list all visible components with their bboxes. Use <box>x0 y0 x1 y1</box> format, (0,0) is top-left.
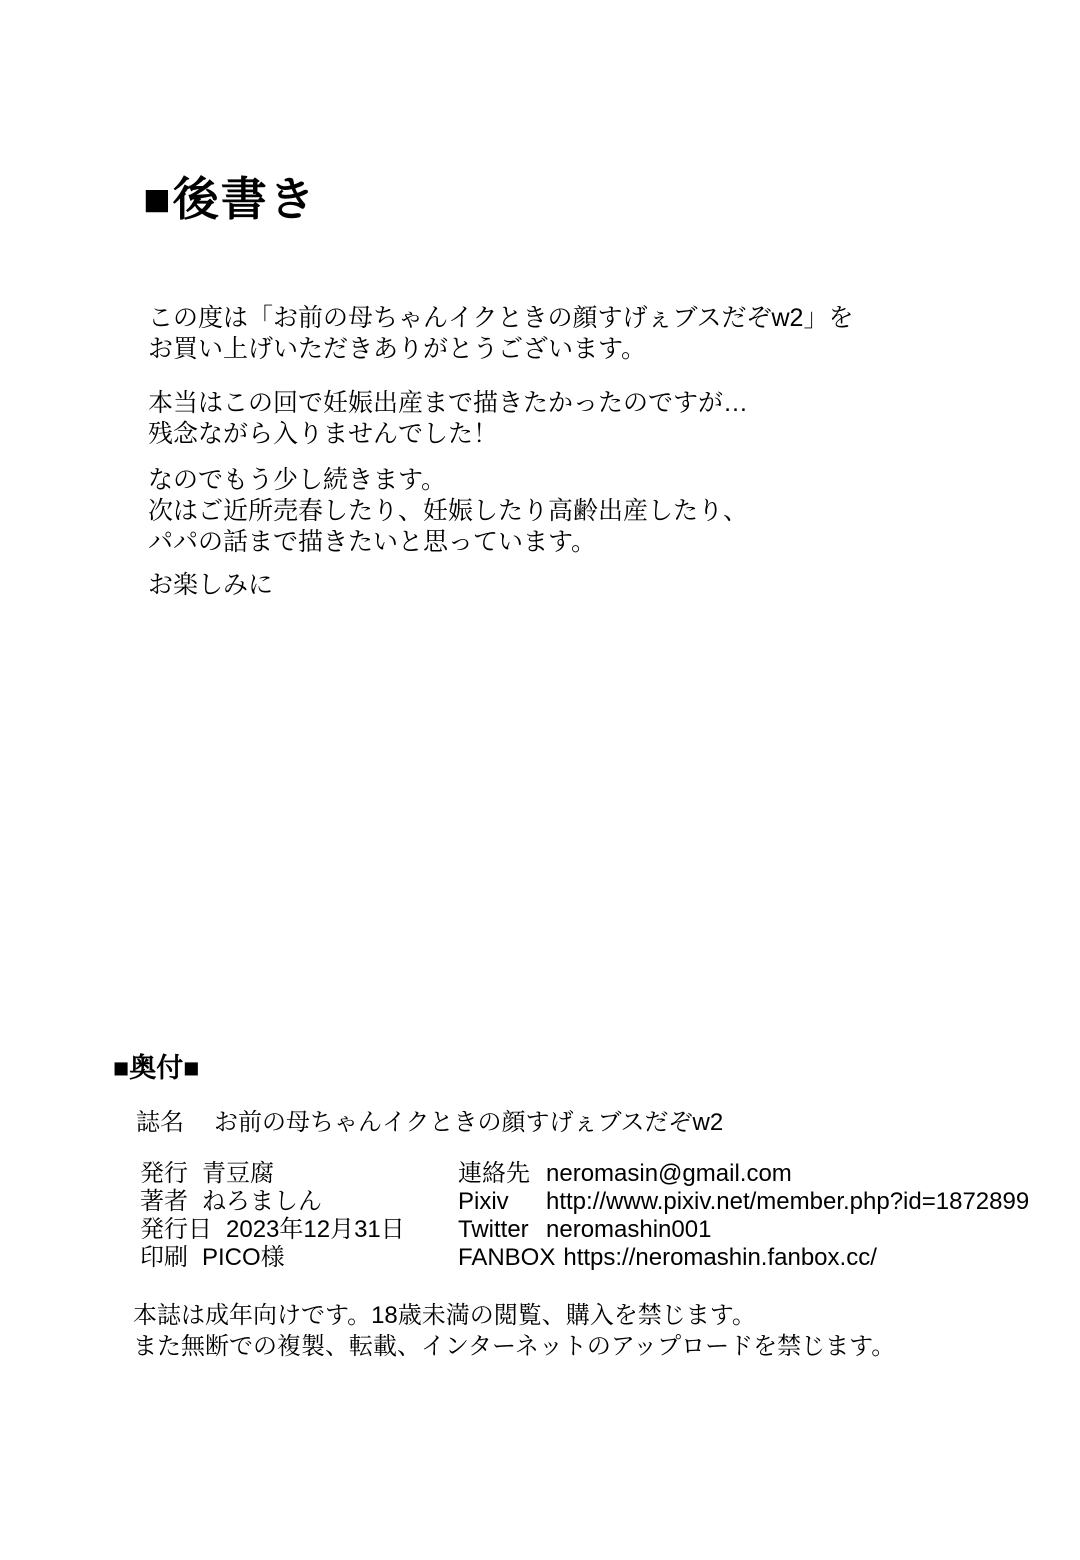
booklet-title-row <box>136 1102 723 1137</box>
text-line: また無断での複製、転載、インターネットのアップロードを禁じます。 <box>133 1333 896 1360</box>
printer-value: PICO様 <box>202 1244 285 1271</box>
text-line: 次はご近所売春したり、妊娠したり高齢出産したり、 <box>148 497 749 525</box>
publication-info-column <box>140 1160 405 1272</box>
contact-info-column <box>458 1160 1029 1272</box>
author-label: 著者 <box>140 1188 188 1215</box>
publish-date-label: 発行日 <box>140 1216 212 1243</box>
publisher-label: 発行 <box>140 1160 188 1187</box>
publish-date-row <box>140 1216 405 1244</box>
publisher-value: 青豆腐 <box>202 1160 274 1187</box>
afterword-paragraph-thanks <box>148 303 853 365</box>
text-line: お楽しみに <box>148 571 274 599</box>
text-line: なのでもう少し続きます。 <box>148 466 447 494</box>
author-row <box>140 1188 405 1216</box>
email-label: 連絡先 <box>458 1160 530 1187</box>
page-title: ■後書き <box>143 173 317 225</box>
publisher-row <box>140 1160 405 1188</box>
publish-date-value: 2023年12月31日 <box>226 1216 405 1243</box>
printer-label: 印刷 <box>140 1244 188 1271</box>
afterword-paragraph-lookforward <box>148 570 273 601</box>
booklet-title-value: お前の母ちゃんイクときの顔すげぇブスだぞw2 <box>214 1109 724 1136</box>
text-line: お買い上げいただきありがとうございます。 <box>148 335 647 363</box>
text-line: この度は「お前の母ちゃんイクときの顔すげぇブスだぞw2」を <box>148 304 854 332</box>
afterword-paragraph-regret <box>148 388 748 450</box>
printer-row <box>140 1244 405 1272</box>
twitter-label: Twitter <box>458 1216 529 1243</box>
email-row <box>458 1160 1029 1188</box>
fanbox-url: https://neromashin.fanbox.cc/ <box>563 1244 877 1271</box>
colophon-header: ■奥付■ <box>113 1053 200 1083</box>
fanbox-row <box>458 1244 1029 1272</box>
afterword-paragraph-next <box>148 465 748 558</box>
pixiv-row <box>458 1188 1029 1216</box>
text-line: 本誌は成年向けです。18歳未満の閲覧、購入を禁じます。 <box>133 1302 756 1329</box>
author-value: ねろましん <box>202 1188 322 1215</box>
pixiv-url: http://www.pixiv.net/member.php?id=1872899 <box>546 1188 1030 1215</box>
twitter-row <box>458 1216 1029 1244</box>
email-value: neromasin@gmail.com <box>546 1160 792 1187</box>
fanbox-label: FANBOX <box>458 1244 556 1271</box>
text-line: 本当はこの回で妊娠出産まで描きたかったのですが… <box>148 389 749 417</box>
twitter-handle: neromashin001 <box>546 1216 712 1243</box>
adult-content-notice <box>133 1300 895 1362</box>
text-line: 残念ながら入りませんでした！ <box>148 420 499 448</box>
text-line: パパの話まで描きたいと思っています。 <box>148 528 597 556</box>
booklet-title-label: 誌名 <box>136 1109 184 1136</box>
pixiv-label: Pixiv <box>458 1188 509 1215</box>
